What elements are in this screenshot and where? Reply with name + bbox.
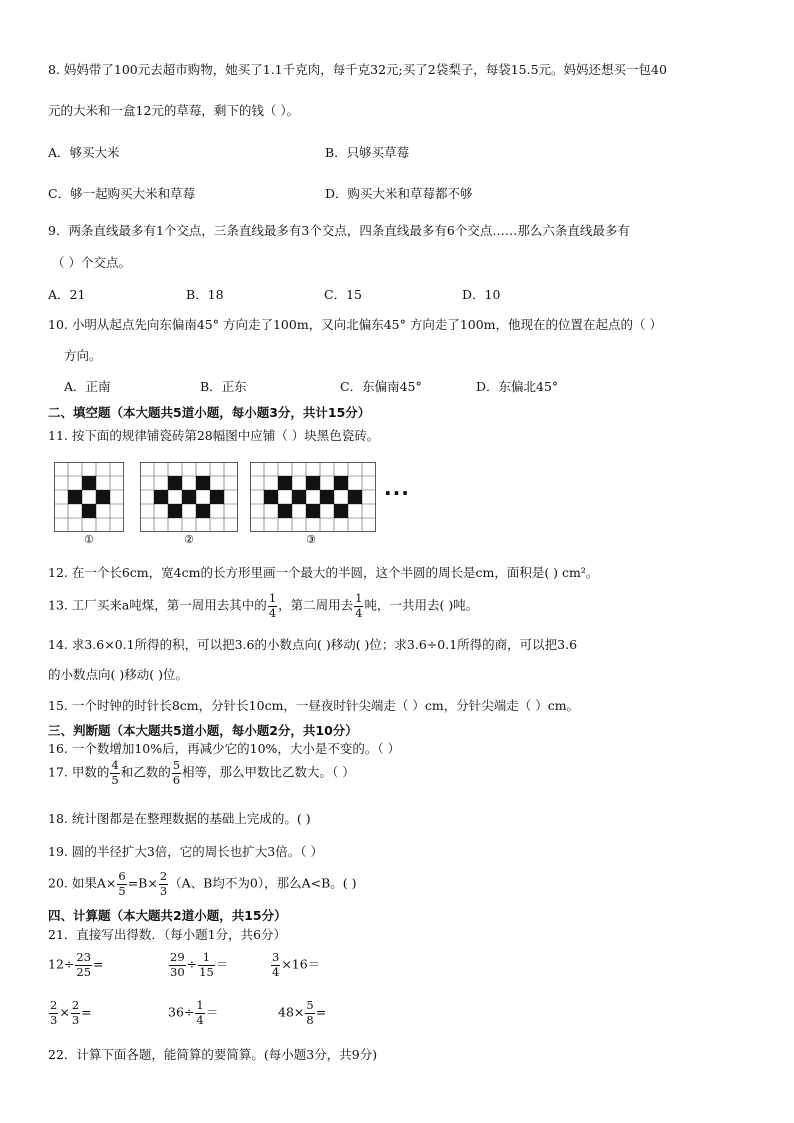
expr-fraction [305,1000,314,1026]
q21-expression-1 [48,952,104,978]
expr-equals: = [315,1004,327,1020]
q14-line1: 14. 求3.6×0.1所得的积，可以把3.6的小数点向( )移动( )位；求3.6÷0.1所得的商，可以把3.6 [48,637,578,652]
section-heading-fill-in: 二、填空题（本大题共5道小题，每小题3分，共计15分） [48,405,371,420]
fraction-numerator: 3 [272,950,280,964]
expr-fraction [49,1000,58,1026]
expr-equals: ＝ [205,1004,219,1020]
q10-line1: 10. 小明从起点先向东偏南45° 方向走了100m，又向北偏东45° 方向走了100m，他现在的位置在起点的（ ） [48,317,663,332]
q10-option-b: B．正东 [200,379,247,394]
q8-option-b: B．只够买草莓 [325,145,410,160]
fraction-denominator: 4 [272,964,280,979]
q20-mid: =B× [127,875,158,891]
expr-tail: ×16＝ [281,956,321,972]
q21-expression-2 [168,952,228,978]
q21-expression-4 [48,1000,92,1026]
fraction-numerator: 2 [159,869,168,883]
q9-option-d: D．10 [462,287,501,302]
q9-line2: （ ）个交点。 [52,255,131,270]
pattern-ellipsis: ··· [384,481,410,505]
q10-option-d: D．东偏北45° [476,379,559,394]
q17-fraction-1 [110,760,119,786]
fraction-numerator: 1 [355,591,363,605]
q17-mid: 和乙数的 [120,764,171,780]
fraction-numerator: 1 [268,591,277,605]
q9-option-a: A．21 [48,287,86,302]
section-heading-true-false: 三、判断题（本大题共5道小题，每小题2分，共10分） [48,723,358,738]
q9-option-b: B．18 [186,287,224,302]
q10-option-c: C．东偏南45° [340,379,422,394]
q20-pre: 20. 如果A× [48,875,117,891]
q8-line2: 元的大米和一盒12元的草莓，剩下的钱（ ）。 [48,103,300,118]
q17-pre: 17. 甲数的 [48,764,110,780]
expr-equals: ＝ [215,956,229,972]
q16-text: 16. 一个数增加10%后，再减少它的10%，大小是不变的。（ ） [48,741,401,756]
q8-option-d: D．购买大米和草莓都不够 [325,186,473,201]
q13-text [48,593,478,619]
fraction-denominator: 3 [50,1012,58,1027]
q10-line2: 方向。 [64,348,102,363]
expr-lead: 12÷ [48,956,75,972]
expr-fraction [75,952,92,978]
q13-mid: ，第二周用去 [278,597,354,613]
q15-text: 15. 一个时钟的时针长8cm，分针长10cm，一昼夜时针尖端走（ ）cm，分针尖端走（ ）cm。 [48,698,580,713]
q13-post: 吨，一共用去( )吨。 [364,597,479,613]
fraction-numerator: 2 [50,998,58,1012]
q9-line1: 9．两条直线最多有1个交点，三条直线最多有3个交点，四条直线最多有6个交点……那么六条直线最多有 [48,223,630,238]
fraction-numerator: 2 [71,998,80,1012]
fraction-numerator: 1 [198,952,215,966]
q13-fraction-1 [268,593,277,619]
fraction-denominator: 4 [268,605,277,620]
expr-fraction [169,952,186,978]
q21-expression-6 [278,1000,326,1026]
q12-text: 12. 在一个长6cm，宽4cm的长方形里画一个最大的半圆，这个半圆的周长是cm，面积是( ) cm²。 [48,565,599,580]
q9-option-c: C．15 [324,287,362,302]
expr-fraction [198,952,215,978]
q21-expression-5 [168,1000,218,1026]
fraction-numerator: 1 [196,998,204,1012]
q21-expression-3 [270,952,320,978]
q17-text [48,760,355,786]
fraction-denominator: 30 [170,964,185,979]
fraction-denominator: 4 [355,605,363,620]
fraction-numerator: 6 [118,869,126,883]
fraction-denominator: 25 [76,964,92,979]
q17-post: 相等，那么甲数比乙数大。（ ） [182,764,355,780]
q14-line2: 的小数点向( )移动( )位。 [48,667,188,682]
expr-equals: = [81,1004,92,1020]
q20-fraction-2 [159,871,168,897]
fraction-denominator: 3 [159,883,168,898]
tile-pattern-1 [54,462,124,532]
q19-text: 19. 圆的半径扩大3倍，它的周长也扩大3倍。（ ） [48,844,323,859]
expr-lead: 36÷ [168,1004,195,1020]
tile-pattern-1-caption: ① [84,533,94,546]
fraction-numerator: 23 [76,950,92,964]
fraction-numerator: 5 [306,998,314,1012]
q17-fraction-2 [172,760,181,786]
q8-option-a: A．够买大米 [48,145,120,160]
q10-option-a: A．正南 [64,379,111,394]
expr-operator: × [59,1004,70,1020]
q21-text: 21．直接写出得数．（每小题1分，共6分） [48,927,287,942]
expr-fraction [71,1000,80,1026]
expr-fraction [195,1000,204,1026]
q8-line1: 8. 妈妈带了100元去超市购物，她买了1.1千克肉，每千克32元;买了2袋梨子，每袋15.5元。妈妈还想买一包40 [48,62,667,77]
q11-text: 11. 按下面的规律铺瓷砖第28幅图中应铺（ ）块黑色瓷砖。 [48,428,380,443]
q20-post: （A、B均不为0），那么A<B。( ) [169,875,357,891]
tile-pattern-2 [140,462,238,532]
q20-text [48,871,357,897]
fraction-denominator: 4 [196,1012,204,1027]
expr-operator: ÷ [186,956,198,972]
q20-fraction-1 [117,871,126,897]
fraction-denominator: 15 [199,964,214,979]
q22-text: 22．计算下面各题，能简算的要简算。(每小题3分，共9分) [48,1047,378,1062]
fraction-numerator: 5 [172,758,181,772]
fraction-denominator: 3 [71,1012,80,1027]
fraction-denominator: 5 [111,772,119,787]
fraction-denominator: 8 [306,1012,314,1027]
tile-pattern-3 [250,462,376,532]
q18-text: 18. 统计图都是在整理数据的基础上完成的。( ) [48,811,311,826]
section-heading-calculation: 四、计算题（本大题共2道小题，共15分） [48,908,287,923]
expr-fraction [271,952,280,978]
q8-option-c: C．够一起购买大米和草莓 [48,186,196,201]
q13-fraction-2 [354,593,363,619]
tile-pattern-3-caption: ③ [306,533,316,546]
fraction-numerator: 4 [111,758,119,772]
fraction-numerator: 29 [170,950,185,964]
expr-lead: 48× [278,1004,305,1020]
expr-equals: = [93,956,104,972]
q13-pre: 13. 工厂买来a吨煤，第一周用去其中的 [48,597,267,613]
fraction-denominator: 5 [118,883,126,898]
tile-pattern-2-caption: ② [184,533,194,546]
fraction-denominator: 6 [172,772,181,787]
